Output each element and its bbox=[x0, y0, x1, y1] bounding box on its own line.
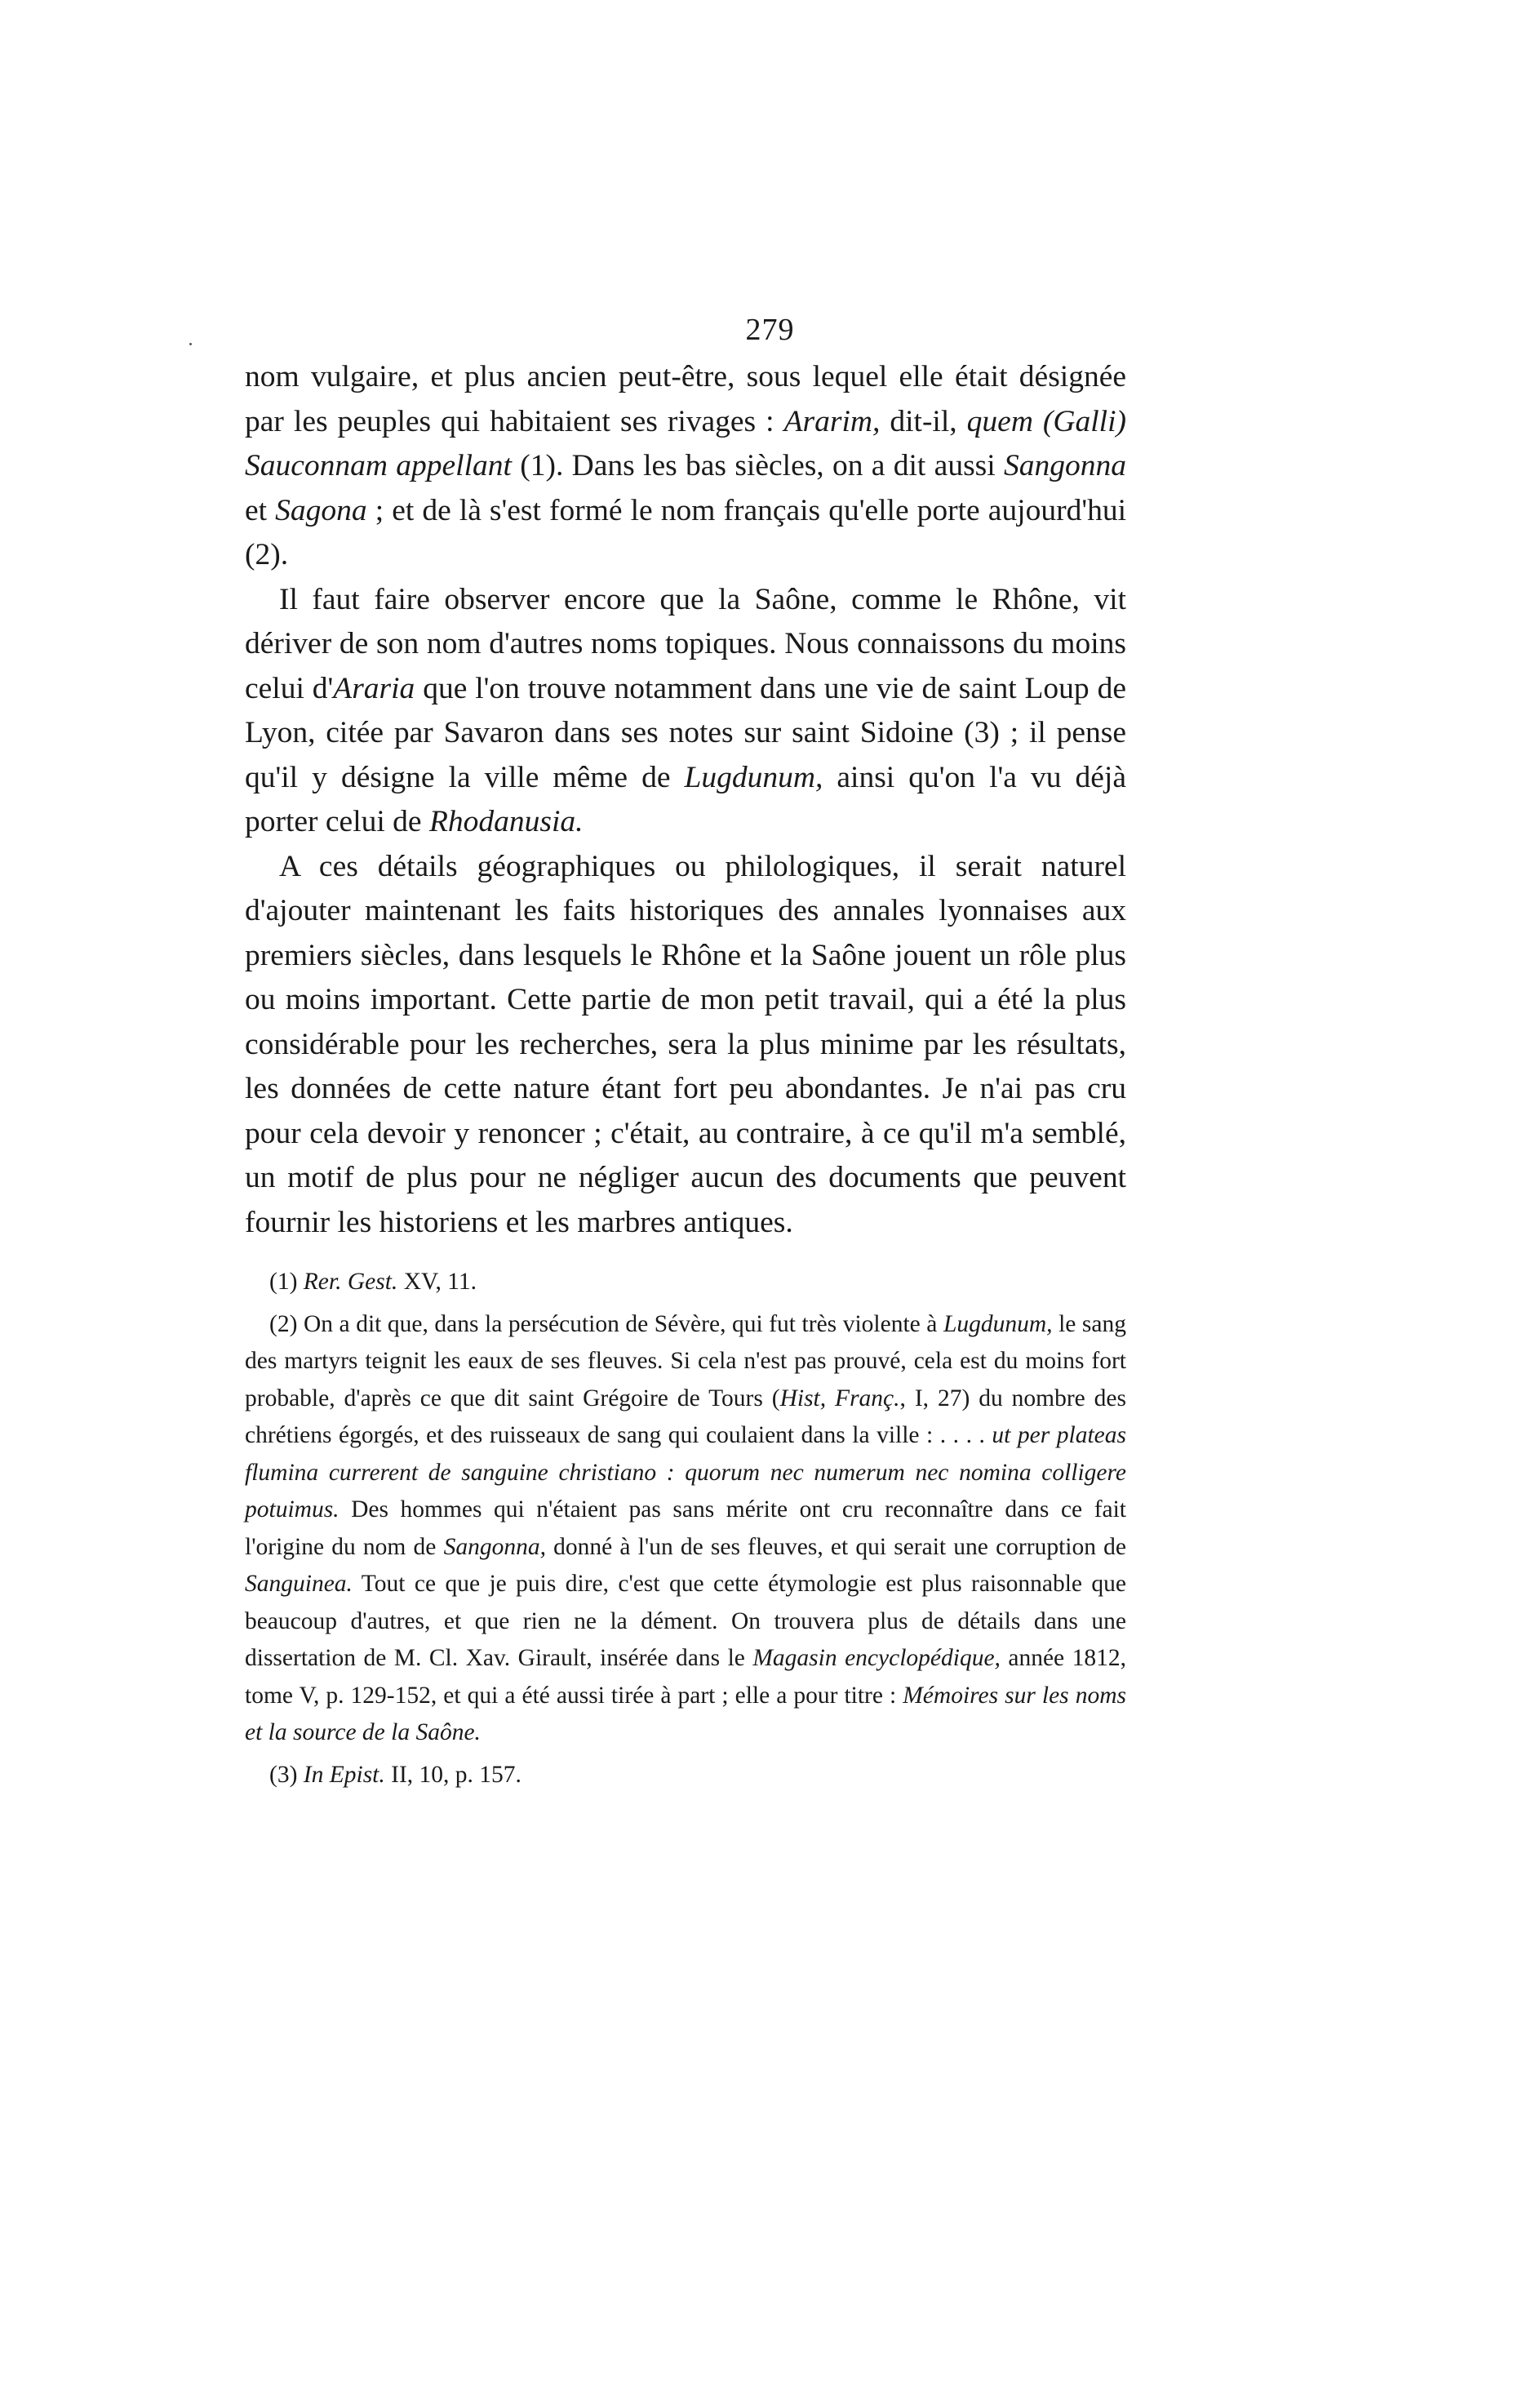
text-segment: et bbox=[245, 493, 276, 527]
text-segment: année 1812, tome V, p. 129-152, et qui a été aussi tirée à part ; elle a pour titre : bbox=[245, 1645, 1126, 1709]
italic-text-segment: Rhodanusia. bbox=[428, 805, 584, 838]
footnotes bbox=[245, 1264, 1126, 1798]
paragraph-1 bbox=[245, 355, 1126, 578]
italic-text-segment: Sangonna bbox=[1004, 449, 1126, 482]
italic-text-segment: Araria bbox=[333, 671, 415, 705]
italic-text-segment: quem (Galli) Sauconnam appellant bbox=[245, 404, 1126, 482]
text-segment: A ces détails géographiques ou philologiques, il serait naturel d'ajouter maintenant les faits historiques des annales lyonnaises aux premiers siècles, dans lesquels le Rhône et la Saône jouent un rôle plus ou moins important. Cette partie de mon petit travail, qui a été la plus considérable pour les recherches, sera la plus minime par les résultats, les données de cette nature étant fort peu abondantes. Je n'ai pas cru pour cela devoir y renoncer ; c'était, au contraire, à ce qu'il m'a semblé, un motif de plus pour ne négliger aucun des documents que peuvent fournir les historiens et les marbres antiques. bbox=[245, 849, 1126, 1239]
text-segment: que l'on trouve notamment dans une vie de saint Loup de Lyon, citée par Savaron dans ses notes sur saint Sidoine (3) ; il pense qu'il y désigne la ville même de bbox=[245, 671, 1126, 794]
footnote-3 bbox=[245, 1757, 1126, 1794]
footnote-2 bbox=[245, 1306, 1126, 1752]
paragraph-3 bbox=[245, 845, 1126, 1246]
page-number: 279 bbox=[745, 313, 795, 347]
italic-text-segment: Ararim, bbox=[783, 404, 881, 438]
text-segment: ; et de là s'est formé le nom français qu'elle porte aujourd'hui (2). bbox=[245, 493, 1126, 571]
text-segment: donné à l'un de ses fleuves, et qui serait une corruption de bbox=[545, 1533, 1126, 1560]
text-segment: (2) On a dit que, dans la persécution de Sévère, qui fut très violente à bbox=[269, 1310, 943, 1337]
text-segment: Tout ce que je puis dire, c'est que cette étymologie est plus raisonnable que beaucoup d'autres, et que rien ne la dément. On trouvera plus de détails dans une dissertation de M. Cl. Xav. Girault, insérée dans le bbox=[245, 1571, 1126, 1671]
italic-text-segment: In Epist. bbox=[303, 1761, 385, 1788]
text-segment: nom vulgaire, et plus ancien peut-être, sous lequel elle était désignée par les peuples qui habitaient ses rivages : bbox=[245, 360, 1126, 438]
italic-text-segment: Lugdunum, bbox=[943, 1310, 1053, 1337]
text-segment: XV, 11. bbox=[397, 1269, 477, 1295]
italic-text-segment: Sagona bbox=[275, 493, 367, 527]
italic-text-segment: Rer. Gest. bbox=[303, 1269, 398, 1295]
italic-text-segment: Magasin encyclopédique, bbox=[752, 1645, 1001, 1671]
italic-text-segment: Sanguinea. bbox=[245, 1571, 353, 1597]
text-segment: Il faut faire observer encore que la Saône, comme le Rhône, vit dériver de son nom d'autres noms topiques. Nous connaissons du moins celui d' bbox=[245, 582, 1126, 705]
text-segment: , I, 27) du nombre des chrétiens égorgés, et des ruisseaux de sang qui coulaient dans la ville : . . . . bbox=[245, 1385, 1126, 1448]
italic-text-segment: ut per plateas flumina currerent de sanguine christiano : quorum nec numerum nec nomina colligere potuimus. bbox=[245, 1422, 1126, 1523]
text-segment: Des hommes qui n'étaient pas sans mérite ont cru reconnaître dans ce fait l'origine du nom de bbox=[245, 1496, 1126, 1560]
italic-text-segment: Mémoires sur les noms et la source de la Saône. bbox=[245, 1682, 1126, 1745]
paragraph-2 bbox=[245, 578, 1126, 845]
italic-text-segment: Lugdunum, bbox=[684, 760, 823, 794]
text-segment: dit-il, bbox=[880, 404, 967, 438]
footnote-1 bbox=[245, 1264, 1126, 1301]
text-segment: ainsi qu'on l'a vu déjà porter celui de bbox=[245, 760, 1126, 838]
text-segment: (1). Dans les bas siècles, on a dit aussi bbox=[511, 449, 1004, 482]
italic-text-segment: Hist, Franç. bbox=[779, 1385, 900, 1411]
text-segment: (3) bbox=[269, 1761, 304, 1788]
text-segment: le sang des martyrs teignit les eaux de ses fleuves. Si cela n'est pas prouvé, cela est du moins fort probable, d'après ce que dit saint Grégoire de Tours ( bbox=[245, 1310, 1126, 1411]
italic-text-segment: Sangonna, bbox=[443, 1533, 546, 1560]
main-text bbox=[245, 355, 1126, 1245]
text-segment: (1) bbox=[269, 1269, 304, 1295]
text-segment: II, 10, p. 157. bbox=[384, 1761, 521, 1788]
